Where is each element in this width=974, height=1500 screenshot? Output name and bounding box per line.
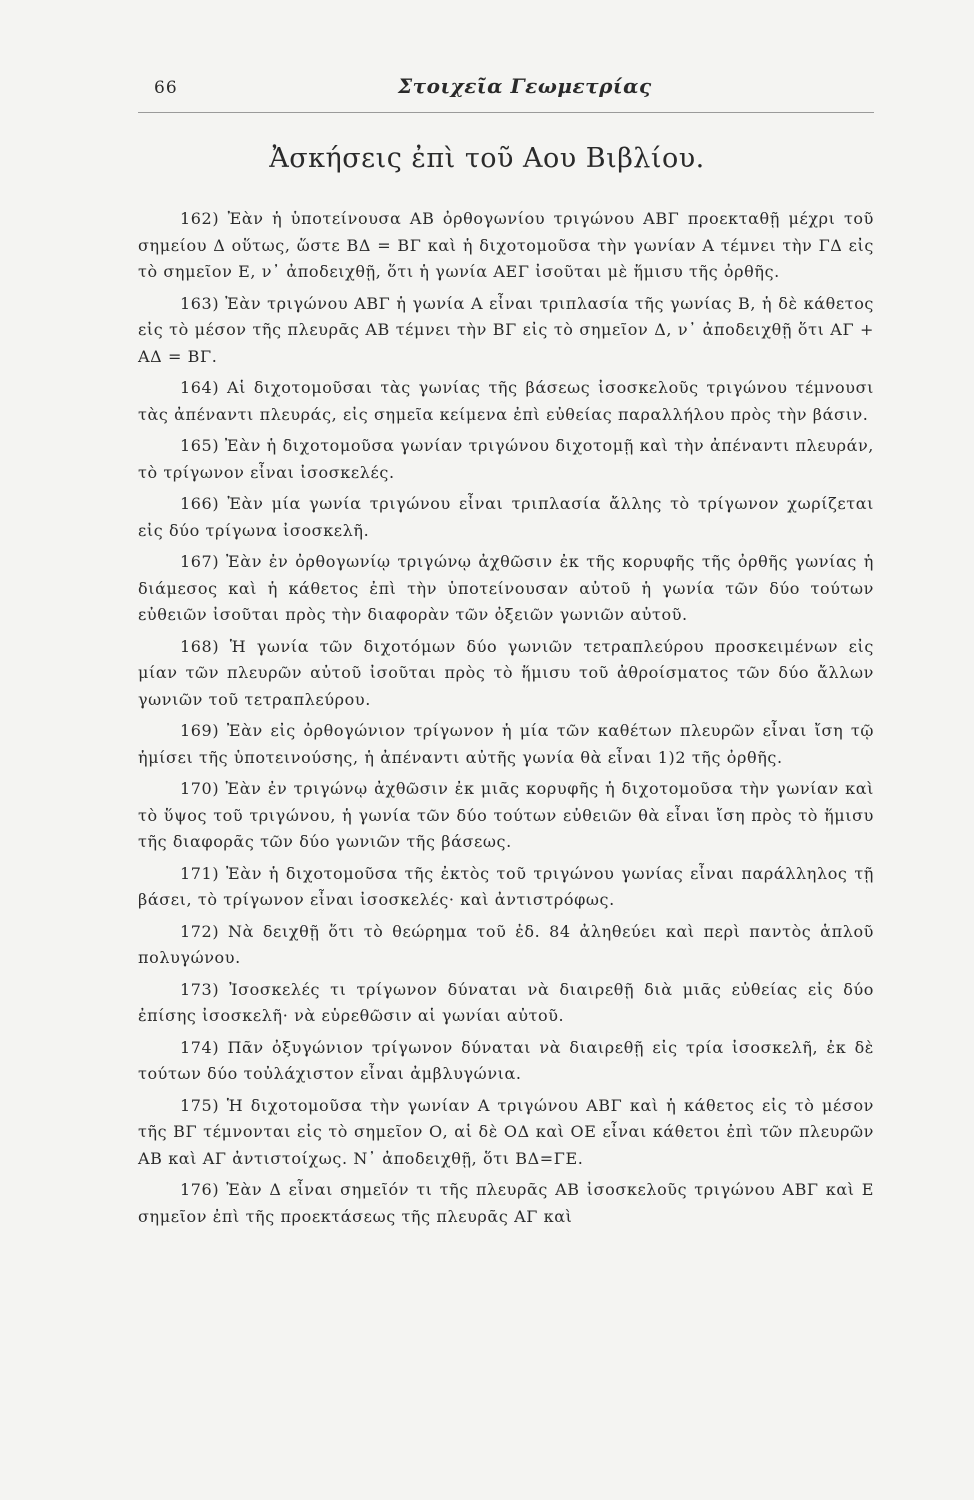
- page-number: 66: [154, 78, 178, 98]
- exercise-170: 170) Ἐὰν ἐν τριγώνῳ ἀχθῶσιν ἐκ μιᾶς κορυφῆς ἡ διχοτομοῦσα τὴν γωνίαν καὶ τὸ ὕψος τοῦ τριγώνου, ἡ γωνία τῶν δύο τούτων εὐθειῶν θὰ εἶναι ἴση πρὸς τὸ ἥμισυ τῆς διαφορᾶς τῶν δύο γωνιῶν τῆς βάσεως.: [138, 779, 874, 852]
- exercise-176: 176) Ἐὰν Δ εἶναι σημεῖόν τι τῆς πλευρᾶς ΑΒ ἰσοσκελοῦς τριγώνου ΑΒΓ καὶ Ε σημεῖον ἐπὶ τῆς προεκτάσεως τῆς πλευρᾶς ΑΓ καὶ: [138, 1180, 874, 1226]
- page-header: [138, 74, 874, 104]
- exercise-175: 175) Ἡ διχοτομοῦσα τὴν γωνίαν Α τριγώνου ΑΒΓ καὶ ἡ κάθετος εἰς τὸ μέσον τῆς ΒΓ τέμνονται εἰς τὸ σημεῖον Ο, αἱ δὲ ΟΔ καὶ ΟΕ εἶναι κάθετοι ἐπὶ τῶν πλευρῶν ΑΒ καὶ ΑΓ ἀντιστοίχως. Ν᾽ ἀποδειχθῇ, ὅτι ΒΔ=ΓΕ.: [138, 1095, 874, 1168]
- exercise-173: 173) Ἰσοσκελές τι τρίγωνον δύναται νὰ διαιρεθῇ διὰ μιᾶς εὐθείας εἰς δύο ἐπίσης ἰσοσκελῆ· νὰ εὑρεθῶσιν αἱ γωνίαι αὐτοῦ.: [138, 979, 874, 1026]
- running-title: Στοιχεῖα Γεωμετρίας: [398, 74, 652, 98]
- exercise-164: 164) Αἱ διχοτομοῦσαι τὰς γωνίας τῆς βάσεως ἰσοσκελοῦς τριγώνου τέμνουσι τὰς ἀπέναντι πλευράς, εἰς σημεῖα κείμενα ἐπὶ εὐθείας παραλλήλου πρὸς τὴν βάσιν.: [138, 378, 874, 424]
- exercise-167: 167) Ἐὰν ἐν ὀρθογωνίῳ τριγώνῳ ἀχθῶσιν ἐκ τῆς κορυφῆς τῆς ὀρθῆς γωνίας ἡ διάμεσος καὶ ἡ κάθετος ἐπὶ τὴν ὑποτείνουσαν αὐτοῦ ἡ γωνία τῶν δύο τούτων εὐθειῶν ἰσοῦται πρὸς τὴν διαφορὰν τῶν ὀξειῶν γωνιῶν αὐτοῦ.: [138, 552, 874, 625]
- section-title: Ἀσκήσεις ἐπὶ τοῦ Αου Βιβλίου.: [269, 143, 705, 174]
- exercise-172: 172) Νὰ δειχθῇ ὅτι τὸ θεώρημα τοῦ ἐδ. 84 ἀληθεύει καὶ περὶ παντὸς ἁπλοῦ πολυγώνου.: [138, 921, 874, 968]
- exercise-163: 163) Ἐὰν τριγώνου ΑΒΓ ἡ γωνία Α εἶναι τριπλασία τῆς γωνίας Β, ἡ δὲ κάθετος εἰς τὸ μέσον τῆς πλευρᾶς ΑΒ τέμνει τὴν ΒΓ εἰς τὸ σημεῖον Δ, ν᾽ ἀποδειχθῇ ὅτι ΑΓ + ΑΔ = ΒΓ.: [138, 293, 874, 366]
- exercise-174: 174) Πᾶν ὀξυγώνιον τρίγωνον δύναται νὰ διαιρεθῇ εἰς τρία ἰσοσκελῆ, ἐκ δὲ τούτων δύο τοὐλάχιστον εἶναι ἀμβλυγώνια.: [138, 1037, 874, 1084]
- exercise-166: 166) Ἐὰν μία γωνία τριγώνου εἶναι τριπλασία ἄλλης τὸ τρίγωνον χωρίζεται εἰς δύο τρίγωνα ἰσοσκελῆ.: [138, 494, 874, 540]
- exercise-list: [138, 206, 874, 1235]
- exercise-171: 171) Ἐὰν ἡ διχοτομοῦσα τῆς ἐκτὸς τοῦ τριγώνου γωνίας εἶναι παράλληλος τῇ βάσει, τὸ τρίγωνον εἶναι ἰσοσκελές· καὶ ἀντιστρόφως.: [138, 863, 874, 910]
- exercise-162: 162) Ἐὰν ἡ ὑποτείνουσα ΑΒ ὀρθογωνίου τριγώνου ΑΒΓ προεκταθῇ μέχρι τοῦ σημείου Δ οὕτως, ὥστε ΒΔ = ΒΓ καὶ ἡ διχοτομοῦσα τὴν γωνίαν Α τέμνει τὴν ΓΔ εἰς τὸ σημεῖον Ε, ν᾽ ἀποδειχθῇ, ὅτι ἡ γωνία ΑΕΓ ἰσοῦται μὲ ἥμισυ τῆς ὀρθῆς.: [138, 209, 874, 282]
- exercise-168: 168) Ἡ γωνία τῶν διχοτόμων δύο γωνιῶν τετραπλεύρου προσκειμένων εἰς μίαν τῶν πλευρῶν αὐτοῦ ἰσοῦται πρὸς τὸ ἥμισυ τοῦ ἀθροίσματος τῶν δύο ἄλλων γωνιῶν τοῦ τετραπλεύρου.: [138, 636, 874, 709]
- header-rule: [138, 112, 874, 113]
- exercise-165: 165) Ἐὰν ἡ διχοτομοῦσα γωνίαν τριγώνου διχοτομῇ καὶ τὴν ἀπέναντι πλευράν, τὸ τρίγωνον εἶναι ἰσοσκελές.: [138, 436, 874, 482]
- exercise-169: 169) Ἐὰν εἰς ὀρθογώνιον τρίγωνον ἡ μία τῶν καθέτων πλευρῶν εἶναι ἴση τῷ ἡμίσει τῆς ὑποτεινούσης, ἡ ἀπέναντι αὐτῆς γωνία θὰ εἶναι 1)2 τῆς ὀρθῆς.: [138, 721, 874, 767]
